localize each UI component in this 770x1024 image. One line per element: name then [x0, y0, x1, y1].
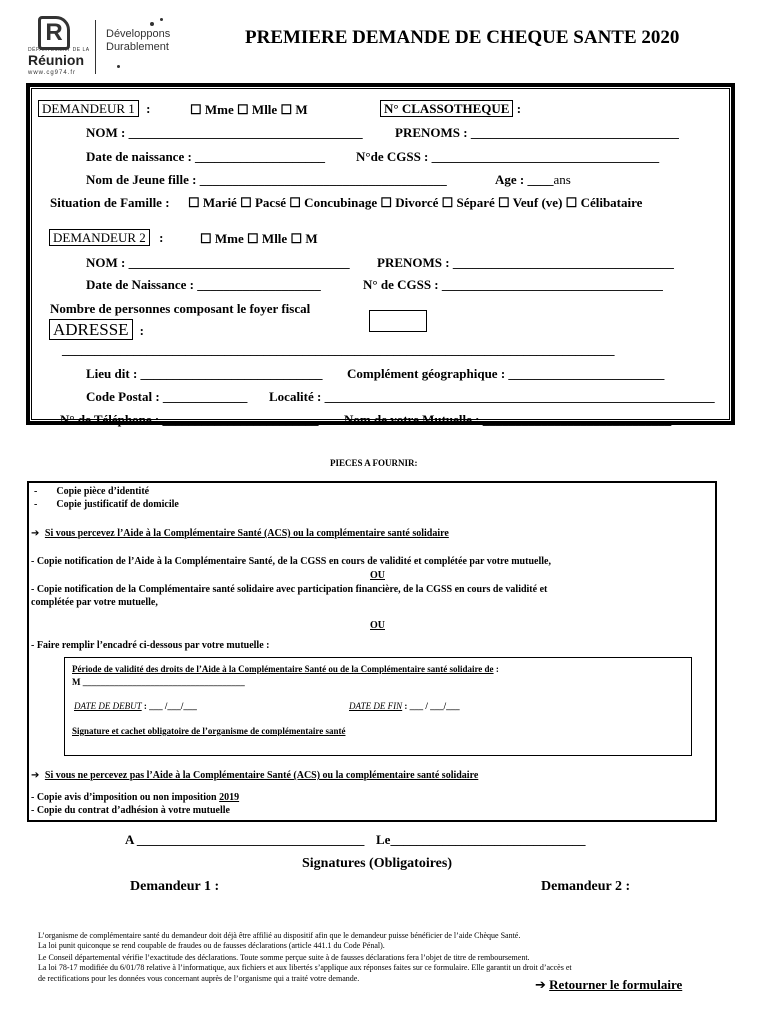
piece-domicile-copy: Copie justificatif de domicile: [56, 499, 179, 510]
date-field[interactable]: Le______________________________: [376, 832, 586, 847]
notif-css-line1: - Copie notification de la Complémentaire santé solidaire avec participation financière, de la CGSS en cours de validité et: [31, 584, 548, 595]
footnote-4: La loi 78-17 modifiée du 6/01/78 relative à l’informatique, aux fichiers et aux libertés s’applique aux réponses faites sur ce formulaire. Elle garantit un droit d’accès et: [38, 963, 572, 972]
acs-no-text: Si vous ne percevez pas l’Aide à la Complémentaire Santé (ACS) ou la complémentaire santé solidaire: [44, 770, 479, 781]
marital-status-options[interactable]: ☐ Marié ☐ Pacsé ☐ Concubinage ☐ Divorcé ☐ Séparé ☐ Veuf (ve) ☐ Célibataire: [188, 195, 643, 210]
acs-yes-text: Si vous percevez l’Aide à la Complémentaire Santé (ACS) ou la complémentaire santé solidaire: [44, 528, 449, 539]
avis-imposition: [31, 792, 239, 803]
dd-line-2: Durablement: [106, 41, 169, 53]
list-item: [34, 486, 149, 497]
periode-validite: [72, 664, 499, 674]
developpons-durablement-logo: [106, 28, 170, 54]
lieu-dit-field[interactable]: Lieu dit : ____________________________: [86, 366, 323, 381]
applicant1-age-unit: ans: [553, 172, 571, 187]
contrat-adhesion: - Copie du contrat d’adhésion à votre mutuelle: [31, 805, 230, 816]
pieces-title: PIECES A FOURNIR:: [330, 458, 418, 468]
applicant1-label: DEMANDEUR 1: [38, 100, 139, 117]
applicant1-header: [38, 101, 150, 117]
dd-line-1: Développons: [106, 28, 171, 40]
classotheque: N° CLASSOTHEQUE :: [380, 101, 521, 117]
address-label: ADRESSE: [49, 319, 133, 340]
footnote-2: La loi punit quiconque se rend coupable de fraudes ou de fausses déclarations (article 441.1 du Code Pénal).: [38, 941, 385, 950]
dd-dot-icon: [117, 65, 120, 68]
date-fin-label: DATE DE FIN: [349, 701, 403, 711]
classotheque-label: N° CLASSOTHEQUE: [380, 100, 513, 117]
signature-mutuelle-label: Signature et cachet obligatoire de l’organisme de complémentaire santé: [72, 726, 346, 736]
m-name-field[interactable]: M ____________________________________: [72, 677, 245, 687]
logo-department-text: DÉPARTEMENT DE LA: [28, 47, 90, 53]
mutuelle-field[interactable]: Nom de votre Mutuelle : _____________________________: [344, 412, 672, 427]
applicant2-titles[interactable]: ☐ Mme ☐ Mlle ☐ M: [200, 231, 318, 246]
applicant2-label: DEMANDEUR 2: [49, 229, 150, 246]
locality-field[interactable]: Localité : ____________________________________________________________: [269, 389, 715, 404]
logo-reunion-text: Réunion: [28, 52, 84, 68]
avis-year: 2019: [219, 792, 240, 803]
applicant1-cgss-field[interactable]: N°de CGSS : ___________________________________: [356, 149, 660, 164]
notif-acs: - Copie notification de l’Aide à la Complémentaire Santé, de la CGSS en cours de validité et complétée par votre mutuelle,: [31, 556, 551, 567]
periode-colon: :: [493, 664, 499, 674]
household-size-label: Nombre de personnes composant le foyer fiscal: [50, 301, 311, 316]
list-dash: -: [34, 499, 38, 510]
page-title: PREMIERE DEMANDE DE CHEQUE SANTE 2020: [245, 27, 680, 48]
piece-id-copy: Copie pièce d’identité: [56, 486, 150, 497]
signature-applicant1[interactable]: Demandeur 1 :: [130, 879, 220, 894]
acs-yes-heading: [31, 528, 449, 539]
address-colon: :: [139, 323, 144, 338]
applicant1-age-label: Age : ____: [495, 172, 554, 187]
signatures-heading: Signatures (Obligatoires): [302, 856, 452, 871]
ou-separator-2: OU: [370, 620, 385, 631]
household-size-input[interactable]: [369, 310, 427, 332]
list-dash: -: [34, 486, 38, 497]
remplir-instruction: - Faire remplir l’encadré ci-dessous par votre mutuelle :: [31, 640, 270, 651]
return-form-label: Retourner le formulaire: [549, 977, 683, 992]
arrow-right-icon: ➔: [535, 978, 546, 993]
footnote-5: de rectifications pour les données vous concernant auprès de l’organisme qui a traité votre demande.: [38, 974, 360, 983]
date-debut-label: DATE DE DEBUT: [74, 701, 142, 711]
dd-dot-icon: [160, 18, 163, 21]
periode-text: Période de validité des droits de l’Aide à la Complémentaire Santé ou de la Complémentaire santé solidaire de: [72, 664, 494, 674]
applicant1-nom-field[interactable]: NOM : ____________________________________: [86, 125, 363, 140]
date-debut-field[interactable]: [74, 701, 197, 711]
ou-separator-1: OU: [370, 570, 385, 581]
marital-status-label: Situation de Famille :: [50, 195, 170, 210]
dd-dot-icon: [150, 22, 154, 26]
return-form-link[interactable]: [535, 977, 682, 993]
applicant1-age-field[interactable]: [495, 172, 571, 188]
phone-field[interactable]: N° de Téléphone : ________________________: [60, 412, 319, 427]
applicant1-colon: :: [146, 101, 151, 116]
date-fin-blanks: : ___ / ___/___: [402, 701, 460, 711]
notif-css-line2: complétée par votre mutuelle,: [31, 597, 158, 608]
applicant2-birth-field[interactable]: Date de Naissance : ___________________: [86, 277, 321, 292]
address-header: [49, 320, 144, 340]
footnote-1: L’organisme de complémentaire santé du demandeur doit déjà être affilié au dispositif afin que le demandeur puisse bénéficier de l’aide Chèque Santé.: [38, 931, 521, 940]
place-field[interactable]: A ___________________________________: [125, 832, 365, 847]
applicant1-prenoms-field[interactable]: PRENOMS : ________________________________: [395, 125, 679, 140]
address-line-field[interactable]: _____________________________________________________________________________________: [62, 342, 615, 357]
reunion-logo-mark: R: [38, 16, 70, 50]
avis-prefix: - Copie avis d’imposition ou non imposition: [31, 792, 220, 803]
complement-field[interactable]: Complément géographique : ________________________: [347, 366, 665, 381]
applicant2-prenoms-field[interactable]: PRENOMS : __________________________________: [377, 255, 674, 270]
logo-divider: [95, 20, 96, 74]
footnote-3: Le Conseil départemental vérifie l’exactitude des déclarations. Toute somme perçue suite à de fausses déclarations fera l’objet de titre de remboursement.: [38, 953, 530, 962]
list-item: [34, 499, 179, 510]
applicant2-cgss-field[interactable]: N° de CGSS : __________________________________: [363, 277, 663, 292]
signature-applicant2[interactable]: Demandeur 2 :: [541, 879, 631, 894]
applicant1-titles[interactable]: ☐ Mme ☐ Mlle ☐ M: [190, 102, 308, 117]
applicant1-maiden-field[interactable]: Nom de Jeune fille : ______________________________________: [86, 172, 447, 187]
acs-no-heading: [31, 770, 478, 781]
arrow-right-icon: ➔: [31, 770, 40, 781]
applicant2-header: [49, 230, 163, 246]
logo-url-text: www.cg974.fr: [28, 70, 77, 76]
applicant1-birth-field[interactable]: Date de naissance : ____________________: [86, 149, 326, 164]
date-fin-field[interactable]: [349, 701, 460, 711]
applicant2-colon: :: [159, 230, 164, 245]
applicant2-nom-field[interactable]: NOM : __________________________________: [86, 255, 350, 270]
arrow-right-icon: ➔: [31, 528, 40, 539]
date-debut-blanks: : ___ /___/___: [141, 701, 197, 711]
postal-code-field[interactable]: Code Postal : _____________: [86, 389, 248, 404]
